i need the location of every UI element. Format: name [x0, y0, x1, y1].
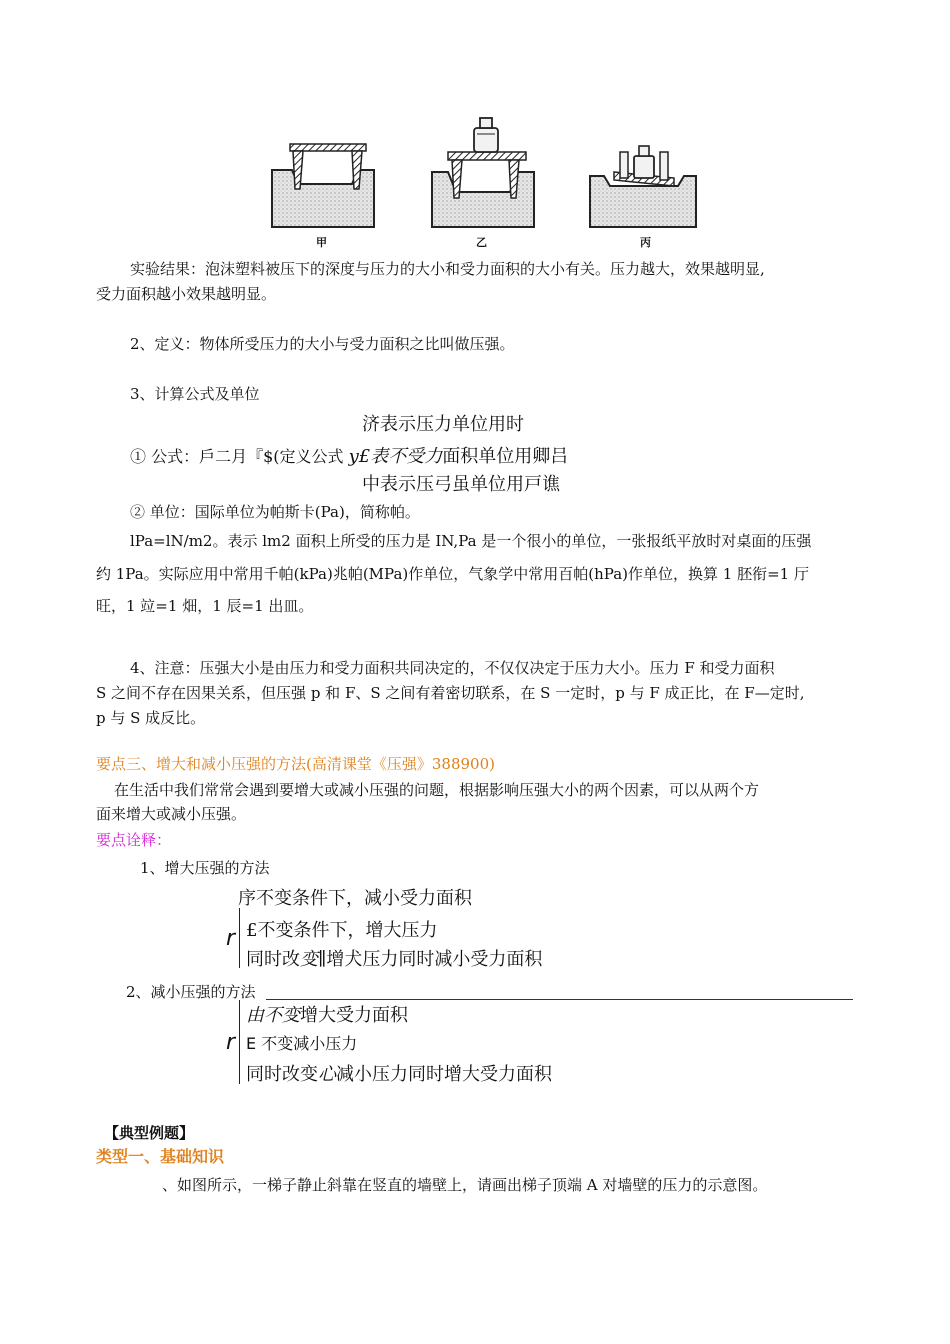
formula-line-top: 济表示压力单位用时: [362, 414, 524, 435]
question-1: 、如图所示，一梯子静止斜靠在竖直的墙壁上，请画出梯子顶端 A 对墙壁的压力的示意图。: [162, 1176, 768, 1194]
decrease-item-3: [246, 1060, 552, 1086]
decrease-item-3-a: 同时改变: [246, 1064, 318, 1085]
decrease-item-1: [246, 1001, 408, 1027]
unit-note-line3: 旺，1 竝=1 畑，1 辰=1 出皿。: [96, 597, 314, 615]
decrease-item-3-c: 减小压力同时增大受力面积: [336, 1064, 552, 1085]
decrease-item-1-b: 增大受力面积: [300, 1005, 408, 1026]
formula-heading: 3、计算公式及单位: [130, 385, 260, 403]
figure-yi: [432, 118, 534, 227]
formula-mid-b: y£表不受力: [348, 446, 443, 467]
section3-intro-line2: 面来增大或减小压强。: [96, 805, 247, 823]
increase-item-3-c: 增犬压力同时减小受力面积: [326, 949, 543, 970]
decrease-item-2: E 不变减小压力: [246, 1034, 358, 1053]
increase-item-1: 序不变条件下，减小受力面积: [238, 888, 472, 909]
increase-item-3-a: 同时改: [246, 949, 300, 970]
figure-label-jia: 甲: [316, 236, 327, 249]
section3-intro-line1: 在生活中我们常常会遇到要增大或减小压强的问题，根据影响压强大小的两个因素，可以从两个方: [114, 781, 760, 799]
formula-mid-c: 面积单位用卿吕: [442, 446, 569, 467]
definition-text: 2、定义：物体所受压力的大小与受力面积之比叫做压强。: [130, 335, 515, 353]
notice-line2: S 之间不存在因果关系，但压强 p 和 F、S 之间有着密切联系，在 S 一定时，p 与 F 成正比，在 F—定时,: [96, 684, 805, 702]
experiment-result-line1: 实验结果：泡沫塑料被压下的深度与压力的大小和受力面积的大小有关。压力越大，效果越明显,: [130, 260, 765, 278]
decrease-rule: [266, 999, 853, 1000]
unit-note-line2: 约 1Pa。实际应用中常用千帕(kPa)兆帕(MPa)作单位，气象学中常用百帕(hPa)作单位，换算 1 胚衔=1 厅: [96, 565, 809, 583]
decrease-item-3-b: 心: [318, 1064, 336, 1085]
type1-heading: 类型一、基础知识: [96, 1147, 225, 1166]
experiment-figure: [262, 112, 702, 257]
formula-line-mid: [130, 442, 568, 468]
decrease-item-1-a: 由不变: [246, 1005, 300, 1026]
figure-label-bing: 丙: [640, 236, 651, 249]
increase-brace-bar: [239, 908, 240, 968]
formula-mid-a: ① 公式：戶二月『$(定义公式: [130, 447, 344, 466]
increase-title: 1、增大压强的方法: [140, 859, 270, 877]
increase-item-2: £不变条件下，增大压力: [246, 920, 438, 941]
increase-item-3: [246, 945, 542, 971]
notice-line1: 4、注意：压强大小是由压力和受力面积共同决定的，不仅仅决定于压力大小。压力 F 和受力面积: [130, 659, 775, 677]
unit-text: ② 单位：国际单位为帕斯卡(Pa)，简称帕。: [130, 503, 420, 521]
decrease-title: 2、减小压强的方法: [126, 983, 256, 1001]
figure-label-yi: 乙: [476, 236, 487, 249]
decrease-brace-bar: [239, 1000, 240, 1084]
increase-item-3-b: 变∥: [300, 949, 327, 970]
examples-heading: 【典型例题】: [104, 1124, 195, 1142]
figure-jia: [272, 144, 374, 227]
unit-note-line1: lPa=lN/m2。表示 lm2 面积上所受的压力是 IN,Pa 是一个很小的单位，一张报纸平放时对桌面的压强: [130, 532, 812, 550]
section3-heading: 要点三、增大和减小压强的方法(高清课堂《压强》388900): [96, 755, 495, 773]
notice-line3: p 与 S 成反比。: [96, 709, 206, 727]
explain-label: 要点诠释：: [96, 831, 172, 849]
experiment-result-line2: 受力面积越小效果越明显。: [96, 285, 277, 303]
decrease-brace: r: [226, 1030, 236, 1055]
formula-line-bottom: 中表示压弓虽单位用戸谯: [362, 474, 560, 495]
increase-brace: r: [226, 926, 236, 951]
figure-bing: [590, 146, 696, 227]
